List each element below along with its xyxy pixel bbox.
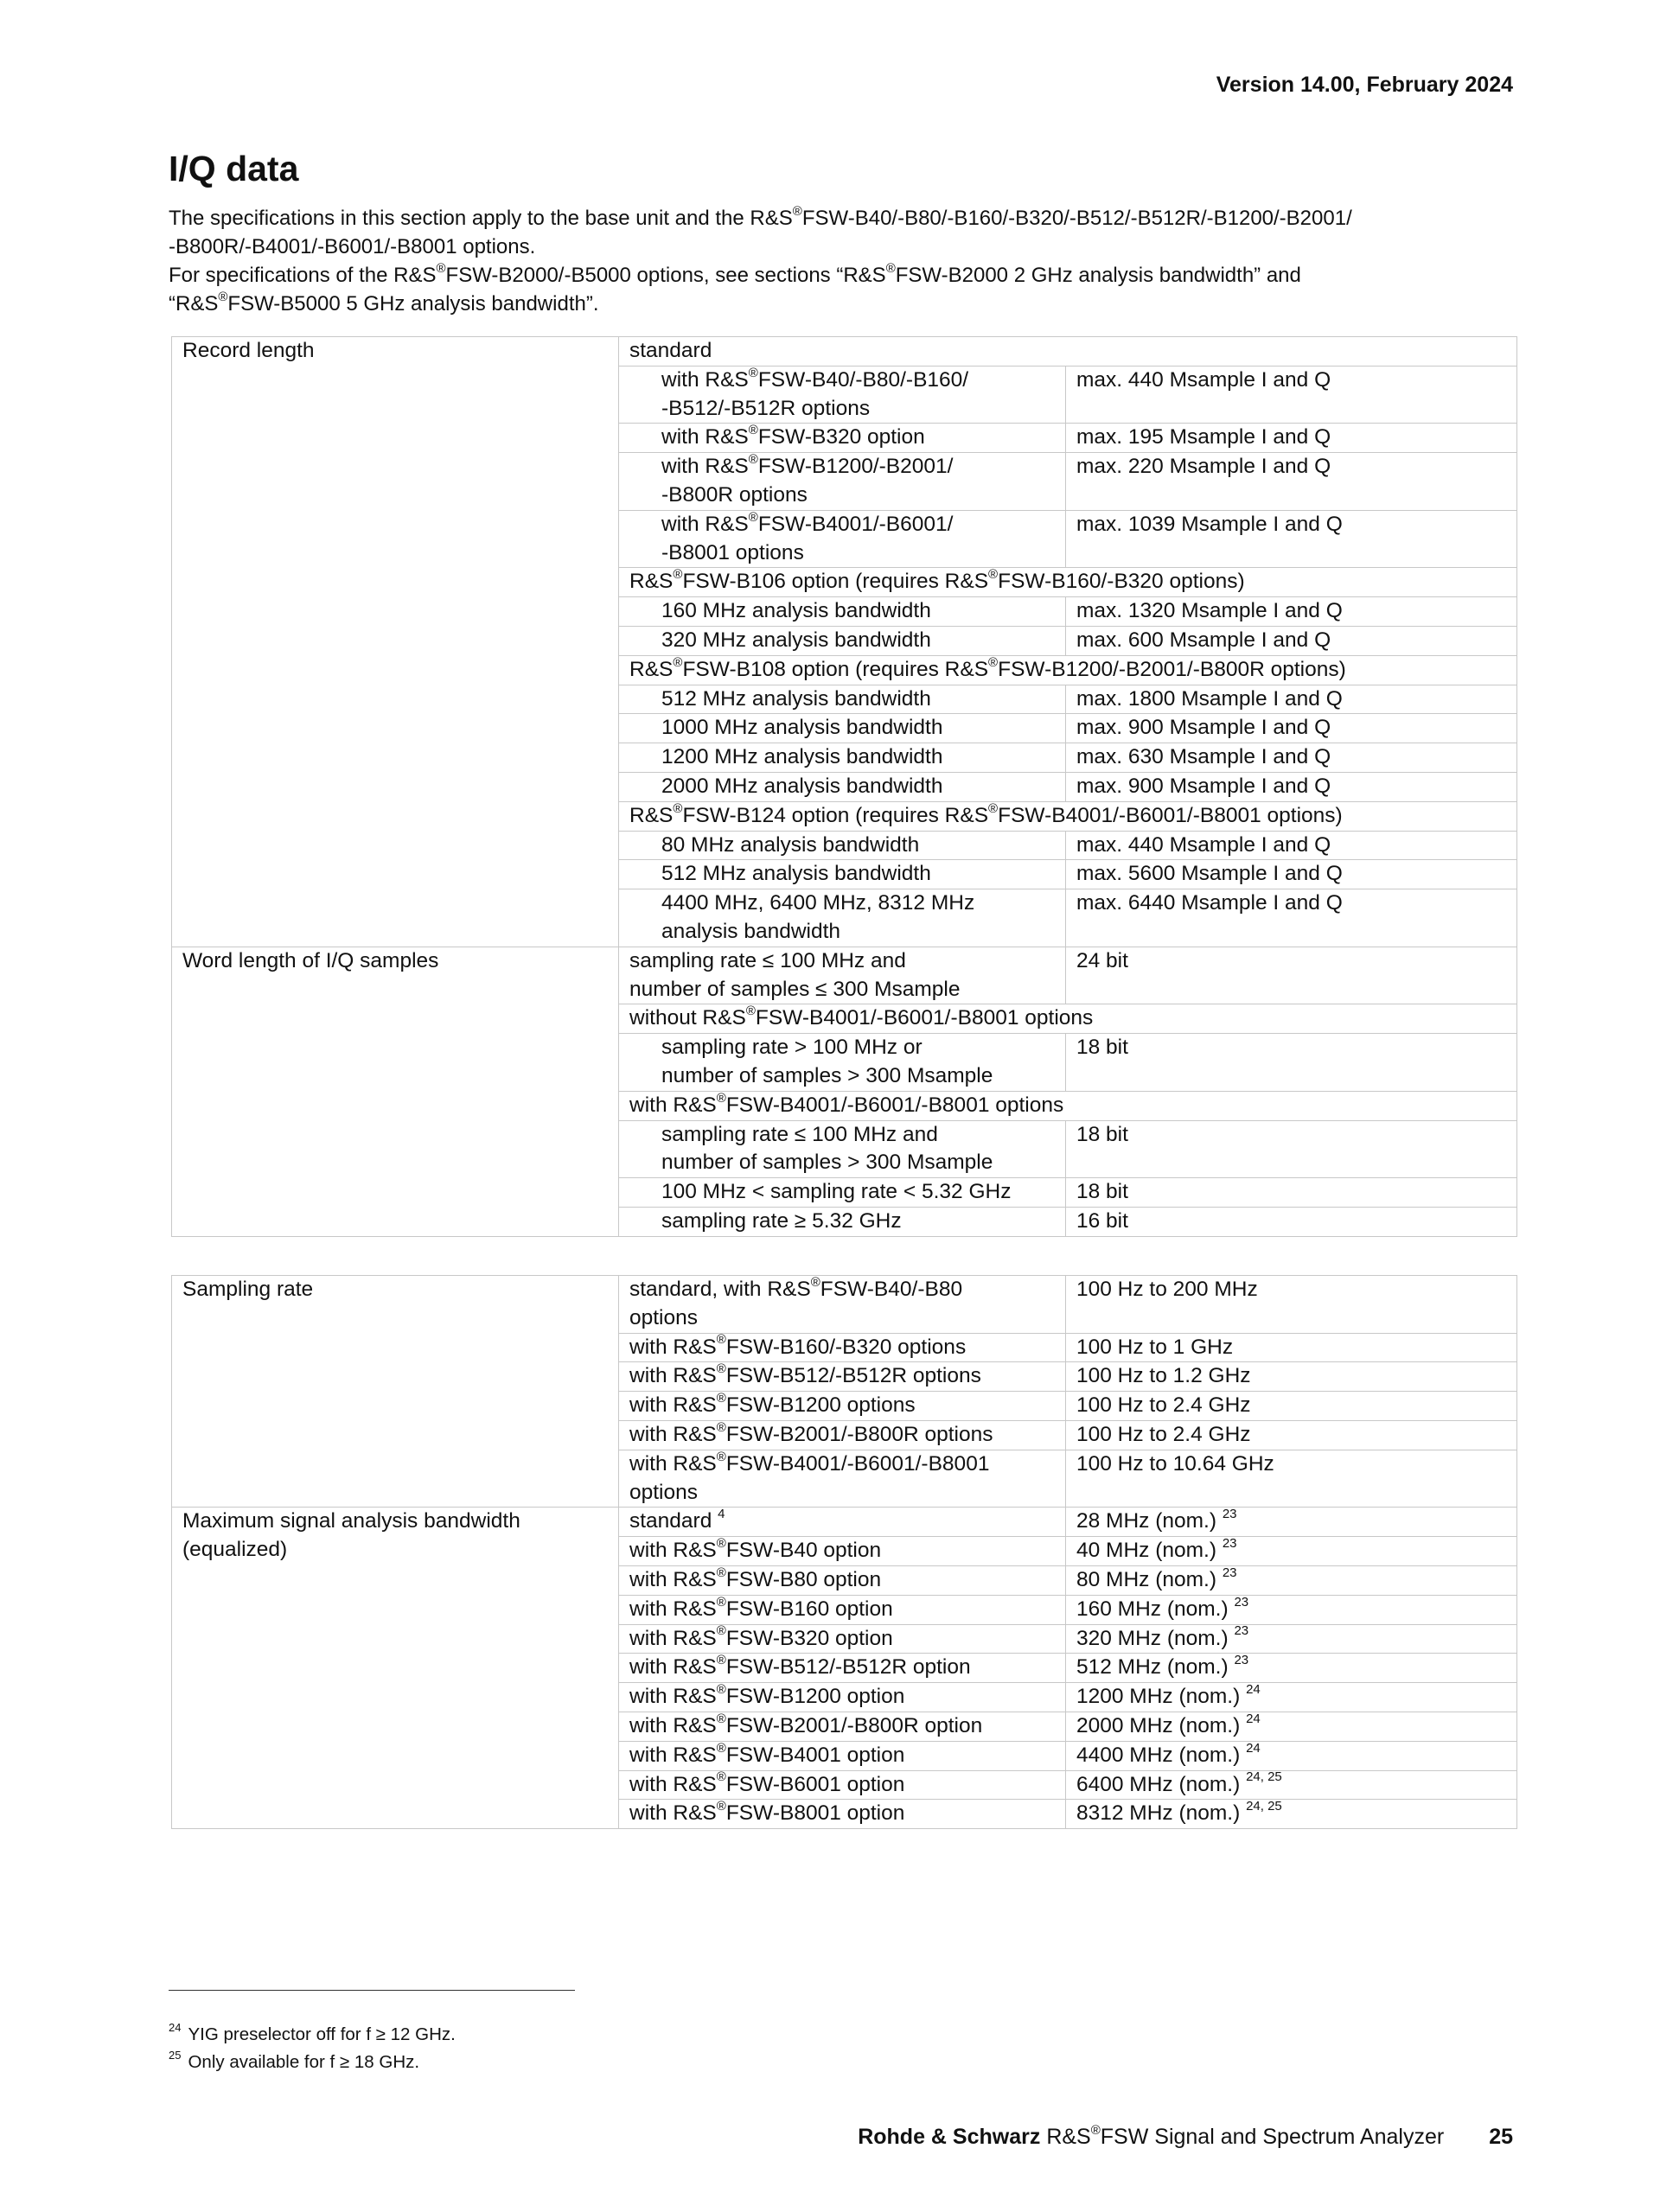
value-cell: max. 195 Msample I and Q bbox=[1066, 424, 1517, 453]
value-cell: max. 220 Msample I and Q bbox=[1066, 453, 1517, 511]
table-row bbox=[172, 337, 1517, 367]
condition-cell: 80 MHz analysis bandwidth bbox=[619, 831, 1066, 860]
value-cell: max. 1800 Msample I and Q bbox=[1066, 685, 1517, 714]
value-cell: max. 440 Msample I and Q bbox=[1066, 366, 1517, 424]
sampling-rate-table bbox=[171, 1275, 1517, 1829]
condition-cell: standard, with R&S®FSW-B40/-B80 options bbox=[619, 1276, 1066, 1334]
condition-cell: 100 MHz < sampling rate < 5.32 GHz bbox=[619, 1178, 1066, 1208]
value-cell: 18 bit bbox=[1066, 1178, 1517, 1208]
condition-cell: with R&S®FSW-B2001/-B800R options bbox=[619, 1420, 1066, 1450]
footnote-text: Only available for f ≥ 18 GHz. bbox=[188, 2052, 420, 2072]
value-cell: max. 900 Msample I and Q bbox=[1066, 714, 1517, 743]
condition-cell: 512 MHz analysis bandwidth bbox=[619, 860, 1066, 889]
value-cell: 40 MHz (nom.) $^{23}$ bbox=[1066, 1537, 1517, 1566]
condition-cell: with R&S®FSW-B40/-B80/-B160/ -B512/-B512R options bbox=[619, 366, 1066, 424]
condition-cell: sampling rate ≤ 100 MHz and number of samples > 300 Msample bbox=[619, 1120, 1066, 1178]
footer-product: R&S®FSW Signal and Spectrum Analyzer bbox=[1046, 2122, 1445, 2149]
condition-cell: with R&S®FSW-B320 option bbox=[619, 424, 1066, 453]
value-cell: max. 6440 Msample I and Q bbox=[1066, 889, 1517, 947]
word-length-label: Word length of I/Q samples bbox=[172, 947, 619, 1236]
sampling-rate-label: Sampling rate bbox=[172, 1276, 619, 1508]
condition-cell: with R&S®FSW-B8001 option bbox=[619, 1800, 1066, 1829]
table-row bbox=[172, 1276, 1517, 1334]
condition-cell: 4400 MHz, 6400 MHz, 8312 MHz analysis bandwidth bbox=[619, 889, 1066, 947]
page-number: 25 bbox=[1489, 2125, 1513, 2149]
condition-cell: with R&S®FSW-B4001/-B6001/-B8001 options bbox=[619, 1450, 1066, 1508]
condition-cell: sampling rate ≥ 5.32 GHz bbox=[619, 1207, 1066, 1236]
record-length-label: Record length bbox=[172, 337, 619, 947]
value-cell: 100 Hz to 10.64 GHz bbox=[1066, 1450, 1517, 1508]
condition-cell: 320 MHz analysis bandwidth bbox=[619, 626, 1066, 655]
condition-cell: with R&S®FSW-B4001 option bbox=[619, 1741, 1066, 1770]
condition-cell: standard $^4$ bbox=[619, 1508, 1066, 1537]
group-heading-cell: R&S®FSW-B108 option (requires R&S®FSW-B1200/-B2001/-B800R options) bbox=[619, 655, 1517, 685]
condition-cell: with R&S®FSW-B160/-B320 options bbox=[619, 1333, 1066, 1362]
group-heading-cell: with R&S®FSW-B4001/-B6001/-B8001 options bbox=[619, 1091, 1517, 1120]
condition-cell: with R&S®FSW-B1200 option bbox=[619, 1683, 1066, 1712]
footnote-text: YIG preselector off for f ≥ 12 GHz. bbox=[188, 2024, 456, 2044]
condition-cell: with R&S®FSW-B160 option bbox=[619, 1595, 1066, 1624]
value-cell: max. 600 Msample I and Q bbox=[1066, 626, 1517, 655]
footnote-25 bbox=[169, 2049, 420, 2073]
condition-cell: with R&S®FSW-B6001 option bbox=[619, 1770, 1066, 1800]
version-label: Version 14.00, February 2024 bbox=[1216, 73, 1513, 97]
group-heading-cell: standard bbox=[619, 337, 1517, 367]
section-title: I/Q data bbox=[169, 149, 299, 188]
condition-cell: with R&S®FSW-B4001/-B6001/ -B8001 options bbox=[619, 510, 1066, 568]
value-cell: max. 440 Msample I and Q bbox=[1066, 831, 1517, 860]
value-cell: 100 Hz to 200 MHz bbox=[1066, 1276, 1517, 1334]
condition-cell: 160 MHz analysis bandwidth bbox=[619, 597, 1066, 627]
condition-cell: 1000 MHz analysis bandwidth bbox=[619, 714, 1066, 743]
intro-line: For specifications of the R&S®FSW-B2000/-B5000 options, see sections “R&S®FSW-B2000 2 GHz analysis bandwidth” and bbox=[169, 261, 1301, 287]
value-cell: 16 bit bbox=[1066, 1207, 1517, 1236]
value-cell: 18 bit bbox=[1066, 1034, 1517, 1092]
condition-cell: 2000 MHz analysis bandwidth bbox=[619, 772, 1066, 801]
condition-cell: with R&S®FSW-B512/-B512R option bbox=[619, 1654, 1066, 1683]
value-cell: 160 MHz (nom.) $^{23}$ bbox=[1066, 1595, 1517, 1624]
value-cell: 100 Hz to 1.2 GHz bbox=[1066, 1362, 1517, 1392]
condition-cell: with R&S®FSW-B1200 options bbox=[619, 1392, 1066, 1421]
footnote-number: 24 bbox=[169, 2021, 182, 2035]
condition-cell: with R&S®FSW-B40 option bbox=[619, 1537, 1066, 1566]
max-bandwidth-label: Maximum signal analysis bandwidth (equalized) bbox=[172, 1508, 619, 1829]
group-heading-cell: R&S®FSW-B124 option (requires R&S®FSW-B4001/-B6001/-B8001 options) bbox=[619, 801, 1517, 831]
value-cell: 24 bit bbox=[1066, 947, 1517, 1004]
value-cell: 100 Hz to 2.4 GHz bbox=[1066, 1420, 1517, 1450]
condition-cell: with R&S®FSW-B80 option bbox=[619, 1565, 1066, 1595]
condition-cell: with R&S®FSW-B320 option bbox=[619, 1624, 1066, 1654]
condition-cell: sampling rate > 100 MHz or number of samples > 300 Msample bbox=[619, 1034, 1066, 1092]
footnote-separator bbox=[169, 1990, 575, 1991]
value-cell: 28 MHz (nom.) $^{23}$ bbox=[1066, 1508, 1517, 1537]
value-cell: 100 Hz to 2.4 GHz bbox=[1066, 1392, 1517, 1421]
group-heading-cell: R&S®FSW-B106 option (requires R&S®FSW-B160/-B320 options) bbox=[619, 568, 1517, 597]
condition-cell: with R&S®FSW-B1200/-B2001/ -B800R options bbox=[619, 453, 1066, 511]
record-length-table bbox=[171, 336, 1517, 1237]
condition-cell: with R&S®FSW-B2001/-B800R option bbox=[619, 1712, 1066, 1741]
intro-line: -B800R/-B4001/-B6001/-B8001 options. bbox=[169, 235, 536, 258]
value-cell: max. 1320 Msample I and Q bbox=[1066, 597, 1517, 627]
group-heading-cell: without R&S®FSW-B4001/-B6001/-B8001 options bbox=[619, 1004, 1517, 1034]
condition-cell: sampling rate ≤ 100 MHz and number of samples ≤ 300 Msample bbox=[619, 947, 1066, 1004]
value-cell: 4400 MHz (nom.) $^{24}$ bbox=[1066, 1741, 1517, 1770]
value-cell: max. 1039 Msample I and Q bbox=[1066, 510, 1517, 568]
value-cell: 18 bit bbox=[1066, 1120, 1517, 1178]
page-footer bbox=[858, 2122, 1513, 2150]
value-cell: max. 900 Msample I and Q bbox=[1066, 772, 1517, 801]
intro-paragraph bbox=[169, 204, 1517, 318]
value-cell: 1200 MHz (nom.) $^{24}$ bbox=[1066, 1683, 1517, 1712]
value-cell: 6400 MHz (nom.) $^{24, 25}$ bbox=[1066, 1770, 1517, 1800]
footer-company: Rohde & Schwarz bbox=[858, 2125, 1041, 2149]
value-cell: 512 MHz (nom.) $^{23}$ bbox=[1066, 1654, 1517, 1683]
intro-line: The specifications in this section apply to the base unit and the R&S®FSW-B40/-B80/-B160/-B320/-B512/-B512R/-B1200/-B2001/ bbox=[169, 204, 1352, 230]
condition-cell: with R&S®FSW-B512/-B512R options bbox=[619, 1362, 1066, 1392]
table-row bbox=[172, 947, 1517, 1004]
value-cell: 8312 MHz (nom.) $^{24, 25}$ bbox=[1066, 1800, 1517, 1829]
table-row bbox=[172, 1508, 1517, 1537]
value-cell: 100 Hz to 1 GHz bbox=[1066, 1333, 1517, 1362]
value-cell: 80 MHz (nom.) $^{23}$ bbox=[1066, 1565, 1517, 1595]
intro-line: “R&S®FSW-B5000 5 GHz analysis bandwidth”. bbox=[169, 290, 599, 316]
value-cell: max. 630 Msample I and Q bbox=[1066, 743, 1517, 773]
value-cell: 320 MHz (nom.) $^{23}$ bbox=[1066, 1624, 1517, 1654]
condition-cell: 1200 MHz analysis bandwidth bbox=[619, 743, 1066, 773]
footnote-number: 25 bbox=[169, 2049, 182, 2062]
value-cell: max. 5600 Msample I and Q bbox=[1066, 860, 1517, 889]
value-cell: 2000 MHz (nom.) $^{24}$ bbox=[1066, 1712, 1517, 1741]
condition-cell: 512 MHz analysis bandwidth bbox=[619, 685, 1066, 714]
footnote-24 bbox=[169, 2021, 456, 2045]
